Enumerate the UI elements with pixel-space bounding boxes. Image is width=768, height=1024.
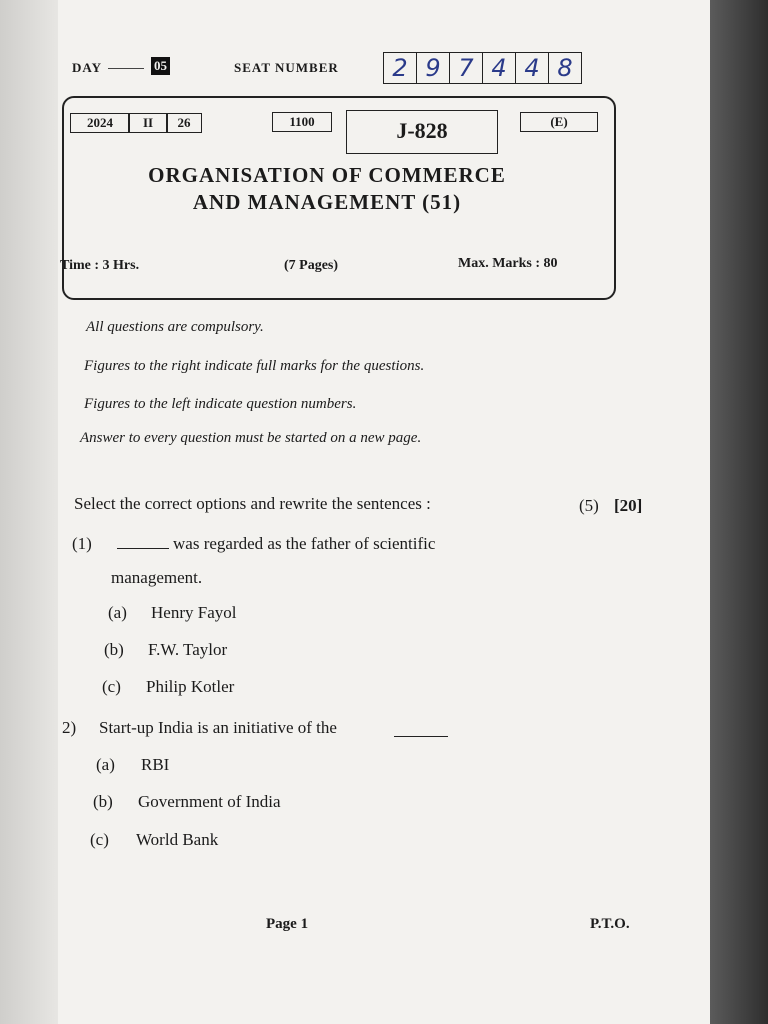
instruction-2: Figures to the right indicate full marks for the questions. [84, 358, 425, 374]
seat-digit: 4 [516, 53, 549, 83]
paper-code-box: J-828 [346, 110, 498, 154]
option-label: (c) [102, 677, 121, 696]
question-2-number: 2) [62, 718, 77, 737]
question-1-blank [117, 534, 169, 549]
seat-digit: 2 [384, 53, 417, 83]
option-text: F.W. Taylor [148, 640, 228, 659]
instruction-3: Figures to the left indicate question numbers. [84, 396, 357, 412]
question-1-continuation: management. [111, 568, 203, 587]
section-total: [20] [614, 496, 643, 515]
option-text: World Bank [136, 830, 219, 849]
question-1-text: was regarded as the father of scientific [173, 534, 436, 553]
time-code-box: 1100 [272, 112, 332, 132]
day-label: DAY [72, 60, 102, 75]
max-marks: Max. Marks : 80 [458, 256, 558, 271]
page-number: Page 1 [266, 916, 309, 932]
option-text: Henry Fayol [151, 603, 237, 622]
page-edge-left [0, 0, 58, 1024]
option-label: (c) [90, 830, 109, 849]
title-line-2: AND MANAGEMENT (51) [192, 190, 462, 214]
page-edge-right [710, 0, 768, 1024]
section-prompt: Select the correct options and rewrite the sentences : [74, 494, 431, 513]
option-label: (b) [104, 640, 124, 659]
seat-number-label: SEAT NUMBER [234, 60, 339, 75]
instruction-1: All questions are compulsory. [86, 319, 264, 335]
day-line [108, 68, 144, 69]
option-label: (a) [108, 603, 127, 622]
instruction-4: Answer to every question must be started on a new page. [80, 430, 422, 446]
question-1-number: (1) [72, 534, 92, 553]
date-box: 26 [166, 113, 202, 133]
question-2-blank [394, 722, 448, 737]
option-text: Government of India [138, 792, 281, 811]
seat-digit: 4 [483, 53, 516, 83]
seat-digit: 8 [557, 54, 573, 82]
option-label: (a) [96, 755, 115, 774]
seat-digit: 7 [450, 53, 483, 83]
option-text: Philip Kotler [146, 677, 235, 696]
pto-note: P.T.O. [590, 916, 630, 932]
seat-number-boxes [383, 52, 582, 84]
medium-box: (E) [520, 112, 598, 132]
option-text: RBI [141, 755, 170, 774]
option-label: (b) [93, 792, 113, 811]
question-2-text: Start-up India is an initiative of the [99, 718, 337, 737]
day-value: 05 [151, 57, 170, 75]
year-box: 2024 [70, 113, 130, 133]
time-allowed: Time : 3 Hrs. [60, 258, 140, 273]
month-box: II [128, 113, 168, 133]
section-marks: (5) [579, 496, 599, 515]
page-count: (7 Pages) [284, 258, 339, 273]
paper-title [100, 162, 554, 216]
title-line-1: ORGANISATION OF COMMERCE [148, 163, 506, 187]
seat-digit: 9 [417, 53, 450, 83]
